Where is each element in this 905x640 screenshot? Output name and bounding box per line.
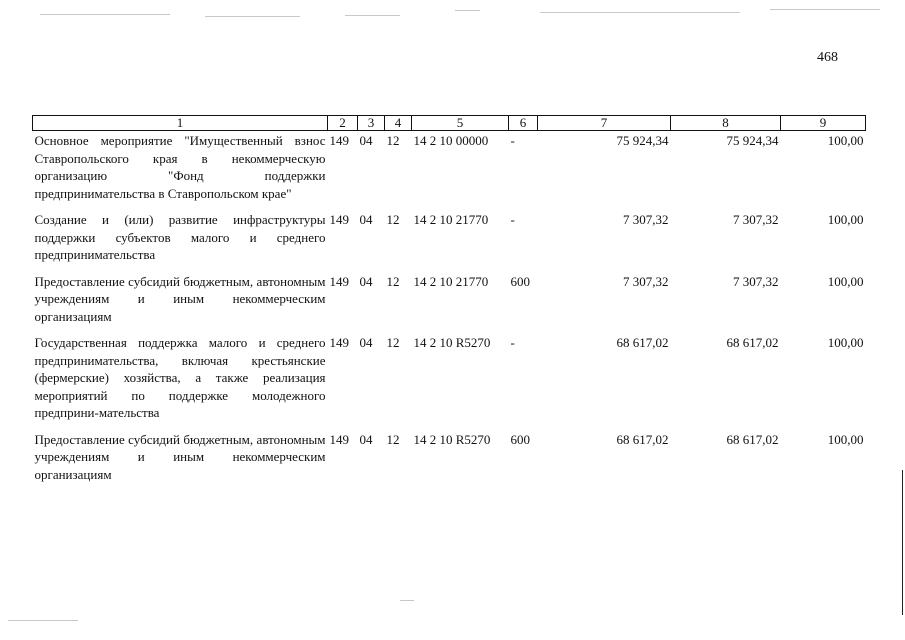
scan-edge-line: [902, 470, 903, 615]
header-row: [33, 116, 866, 131]
page-number: 468: [817, 50, 838, 65]
cell-expense-type: -: [510, 133, 515, 148]
cell-col8: 68 617,02: [726, 335, 779, 350]
cell-expense-type: -: [510, 335, 515, 350]
table-row: [33, 272, 866, 334]
table-row: [33, 210, 866, 272]
scan-artifact: [205, 16, 300, 17]
column-header: 1: [33, 116, 328, 131]
cell-percent: 100,00: [827, 431, 864, 447]
row-name: Предоставление субсидий бюджетным, автономным учреждениям и иным некоммерческим организациям: [34, 431, 326, 482]
scan-artifact: [540, 12, 740, 13]
cell-target-article: 14 2 10 21770: [413, 273, 489, 289]
cell-expense-type: -: [510, 212, 515, 227]
cell-col7: 7 307,32: [623, 273, 669, 289]
scan-artifact: [400, 600, 414, 601]
scan-artifact: [455, 10, 480, 11]
cell-col7: 68 617,02: [616, 431, 669, 447]
cell-subsection: 12: [386, 335, 400, 350]
table-row: [33, 430, 866, 492]
column-header: 2: [328, 116, 358, 131]
row-name: Государственная поддержка малого и среднего предпринимательства, включая крестьянские (фермерские) хозяйства, а также реализация мероприятий по поддержке молодежного предприни-мательства: [34, 335, 326, 420]
cell-section: 04: [359, 431, 373, 447]
cell-target-article: 14 2 10 21770: [413, 212, 489, 227]
cell-section: 04: [359, 212, 373, 227]
column-header: 9: [781, 116, 866, 131]
budget-table: [32, 115, 866, 491]
cell-col7: 68 617,02: [616, 335, 669, 350]
scan-artifact: [345, 15, 400, 16]
cell-expense-type: 600: [510, 273, 530, 289]
row-name: Предоставление субсидий бюджетным, автономным учреждениям и иным некоммерческим организациям: [34, 273, 326, 324]
cell-code: 149: [329, 273, 349, 289]
cell-section: 04: [359, 133, 373, 148]
cell-subsection: 12: [386, 133, 400, 148]
column-header: 4: [385, 116, 412, 131]
cell-target-article: 14 2 10 00000: [413, 133, 489, 148]
row-name: Создание и (или) развитие инфраструктуры поддержки субъектов малого и среднего предпринимательства: [34, 212, 326, 262]
cell-col8: 7 307,32: [733, 212, 779, 227]
cell-code: 149: [329, 335, 349, 350]
cell-col8: 75 924,34: [726, 133, 779, 148]
cell-section: 04: [359, 335, 373, 350]
cell-subsection: 12: [386, 431, 400, 447]
cell-expense-type: 600: [510, 431, 530, 447]
scan-artifact: [770, 9, 880, 10]
column-header: 6: [509, 116, 538, 131]
cell-col7: 75 924,34: [616, 133, 669, 148]
row-name: Основное мероприятие "Имущественный взнос Ставропольского края в некоммерческую организацию "Фонд поддержки предпринимательства в Ставропольском крае": [34, 133, 326, 201]
column-header: 8: [671, 116, 781, 131]
cell-target-article: 14 2 10 R5270: [413, 335, 491, 350]
column-header: 3: [358, 116, 385, 131]
scan-artifact: [8, 620, 78, 621]
column-header: 7: [538, 116, 671, 131]
cell-subsection: 12: [386, 212, 400, 227]
cell-code: 149: [329, 212, 349, 227]
cell-percent: 100,00: [827, 273, 864, 289]
cell-percent: 100,00: [827, 212, 864, 227]
cell-section: 04: [359, 273, 373, 289]
cell-col8: 7 307,32: [733, 273, 779, 289]
cell-subsection: 12: [386, 273, 400, 289]
table-row: [33, 333, 866, 430]
scan-artifact: [40, 14, 170, 15]
column-header: 5: [412, 116, 509, 131]
cell-col7: 7 307,32: [623, 212, 669, 227]
cell-percent: 100,00: [827, 133, 864, 148]
cell-col8: 68 617,02: [726, 431, 779, 447]
cell-code: 149: [329, 133, 349, 148]
cell-percent: 100,00: [827, 335, 864, 350]
table-row: [33, 131, 866, 211]
cell-code: 149: [329, 431, 349, 447]
cell-target-article: 14 2 10 R5270: [413, 431, 491, 447]
